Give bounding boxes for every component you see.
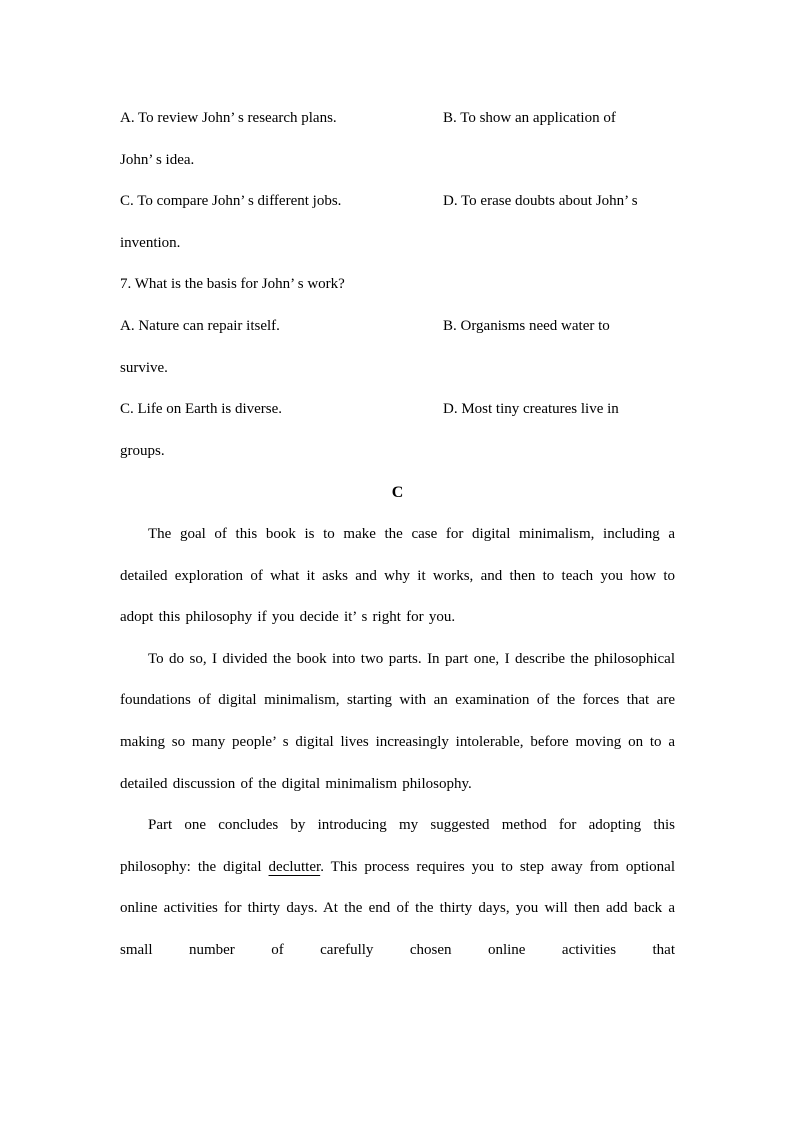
option-c7: C. Life on Earth is diverse.: [120, 401, 283, 418]
option-d7-continuation-row: [120, 431, 675, 473]
option-b7: B. Organisms need water to: [443, 317, 610, 334]
passage-paragraph-2: To do so, I divided the book into two parts. In part one, I describe the philosophical foundations of digital minimalism, starting with an examination of the forces that are making so many people’ s digital lives increasingly intolerable, before moving on to a detailed discussion of the digital minimalism philosophy.: [120, 650, 675, 792]
option-b6-continuation: John’ s idea.: [120, 151, 195, 168]
option-d6-continuation-row: [120, 223, 675, 265]
options-row-7ab: [120, 306, 675, 348]
question-7-row: [120, 264, 675, 306]
option-d6: D. To erase doubts about John’ s: [443, 193, 638, 210]
option-b6: B. To show an application of: [443, 110, 616, 126]
option-c6: C. To compare John’ s different jobs.: [120, 193, 342, 210]
option-b6-continuation-row: [120, 140, 675, 182]
option-a6: A. To review John’ s research plans.: [120, 110, 337, 126]
options-row-6ab: [120, 98, 675, 140]
passage-paragraph-1: The goal of this book is to make the case for digital minimalism, including a detailed exploration of what it asks and why it works, and then to teach you how to adopt this philosophy if you decide it’ s right for you.: [120, 525, 675, 626]
option-d6-continuation: invention.: [120, 234, 181, 251]
option-b7-continuation-row: [120, 348, 675, 390]
paragraph-3-text-after: . This process requires you to step away from optional online activities for thirty days. At the end of the thirty days, you will then add back a small number of carefully chosen online activities that: [120, 858, 675, 958]
passage-paragraph-3: [120, 805, 675, 971]
paragraph-3-text-before: Part one concludes by introducing my suggested method for adopting this philosophy: the digital: [120, 817, 675, 875]
question-7-text: 7. What is the basis for John’ s work?: [120, 276, 345, 293]
option-d7: D. Most tiny creatures live in: [443, 401, 619, 418]
option-b7-continuation: survive.: [120, 359, 168, 376]
options-row-7cd: [120, 389, 675, 431]
options-row-6cd: [120, 181, 675, 223]
option-a7: A. Nature can repair itself.: [120, 317, 280, 334]
declutter-underlined-term: declutter: [268, 858, 321, 875]
passage-section-heading: C: [391, 484, 404, 502]
option-d7-continuation: groups.: [120, 442, 165, 459]
